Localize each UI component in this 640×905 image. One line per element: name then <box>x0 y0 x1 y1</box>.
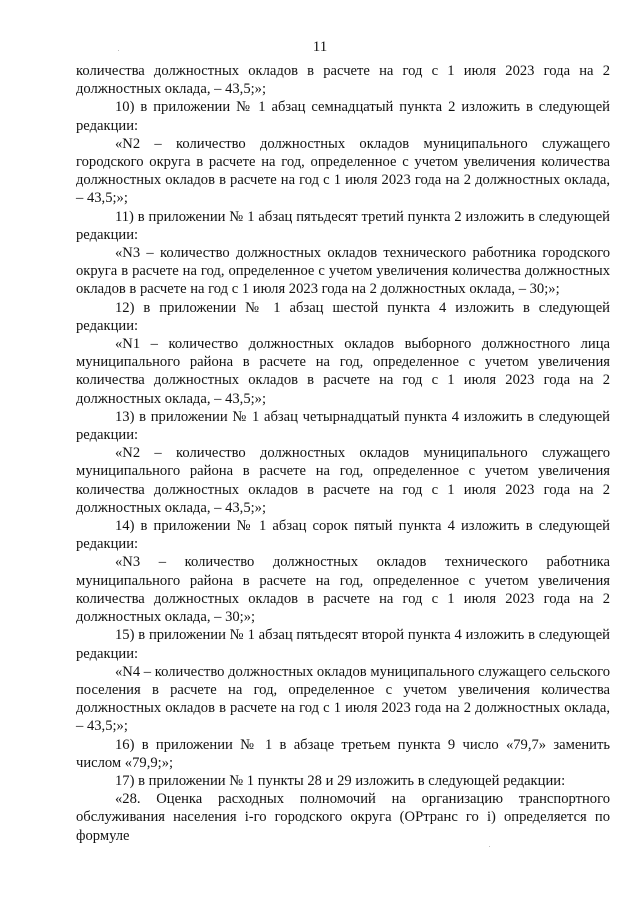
paragraph-item-17: 17) в приложении № 1 пункты 28 и 29 изложить в следующей редакции: <box>115 772 566 789</box>
paragraph-quote-item-28: «28. Оценка расходных полномочий на организацию транспортного обслуживания населения i-го городского округа (ОРтранс го i) определяется по формуле <box>76 791 610 844</box>
paragraph-quote-n2-district: «N2 – количество должностных окладов муниципального служащего муниципального района в расчете на год, определенное с учетом увеличения количества должностных окладов в расчете на год с 1 июля 2023 года на 2 должностных оклада, – 43,5;»; <box>76 445 610 516</box>
paragraph-continuation: количества должностных окладов в расчете на год с 1 июля 2023 года на 2 должностных оклада, – 43,5;»; <box>76 63 610 98</box>
document-body <box>76 62 610 845</box>
paragraph-item-11: 11) в приложении № 1 абзац пятьдесят третий пункта 2 изложить в следующей редакции: <box>76 208 610 243</box>
paragraph-quote-n3-city: «N3 – количество должностных окладов технического работника городского округа в расчете на год, определенное с учетом увеличения количества должностных окладов в расчете на год с 1 июля 2023 года на 2 должностных оклада, – 30;»; <box>76 245 610 298</box>
page-number: 11 <box>312 39 328 55</box>
paragraph-quote-n1-district: «N1 – количество должностных окладов выборного должностного лица муниципального района в расчете на год, определенное с учетом увеличения количества должностных окладов в расчете на год с 1 июля 2023 года на 2 должностных оклада, – 43,5;»; <box>76 336 610 407</box>
paragraph-item-12: 12) в приложении № 1 абзац шестой пункта 4 изложить в следующей редакции: <box>76 299 610 334</box>
paragraph-item-10: 10) в приложении № 1 абзац семнадцатый пункта 2 изложить в следующей редакции: <box>76 99 610 134</box>
paragraph-quote-n4-settlement: «N4 – количество должностных окладов муниципального служащего сельского поселения в расчете на год, определенное с учетом увеличения количества должностных окладов в расчете на год с 1 июля 2023 года на 2 должностных оклада, – 43,5;»; <box>76 663 610 735</box>
paragraph-item-15: 15) в приложении № 1 абзац пятьдесят второй пункта 4 изложить в следующей редакции: <box>76 627 610 662</box>
paragraph-item-13: 13) в приложении № 1 абзац четырнадцатый пункта 4 изложить в следующей редакции: <box>76 408 610 444</box>
paragraph-item-14: 14) в приложении № 1 абзац сорок пятый пункта 4 изложить в следующей редакции: <box>76 518 610 553</box>
scan-speck <box>118 50 119 51</box>
paragraph-quote-n2-city: «N2 – количество должностных окладов муниципального служащего городского округа в расчете на год, определенное с учетом увеличения количества должностных окладов в расчете на год с 1 июля 2023 года на 2 должностных оклада, – 43,5;»; <box>76 135 610 207</box>
paragraph-quote-n3-district: «N3 – количество должностных окладов технического работника муниципального района в расчете на год, определенное с учетом увеличения количества должностных окладов в расчете на год с 1 июля 2023 года на 2 должностных оклада, – 30;»; <box>76 554 610 626</box>
scan-speck <box>489 846 490 847</box>
paragraph-item-16: 16) в приложении № 1 в абзаце третьем пункта 9 число «79,7» заменить числом «79,9;»; <box>76 736 610 771</box>
